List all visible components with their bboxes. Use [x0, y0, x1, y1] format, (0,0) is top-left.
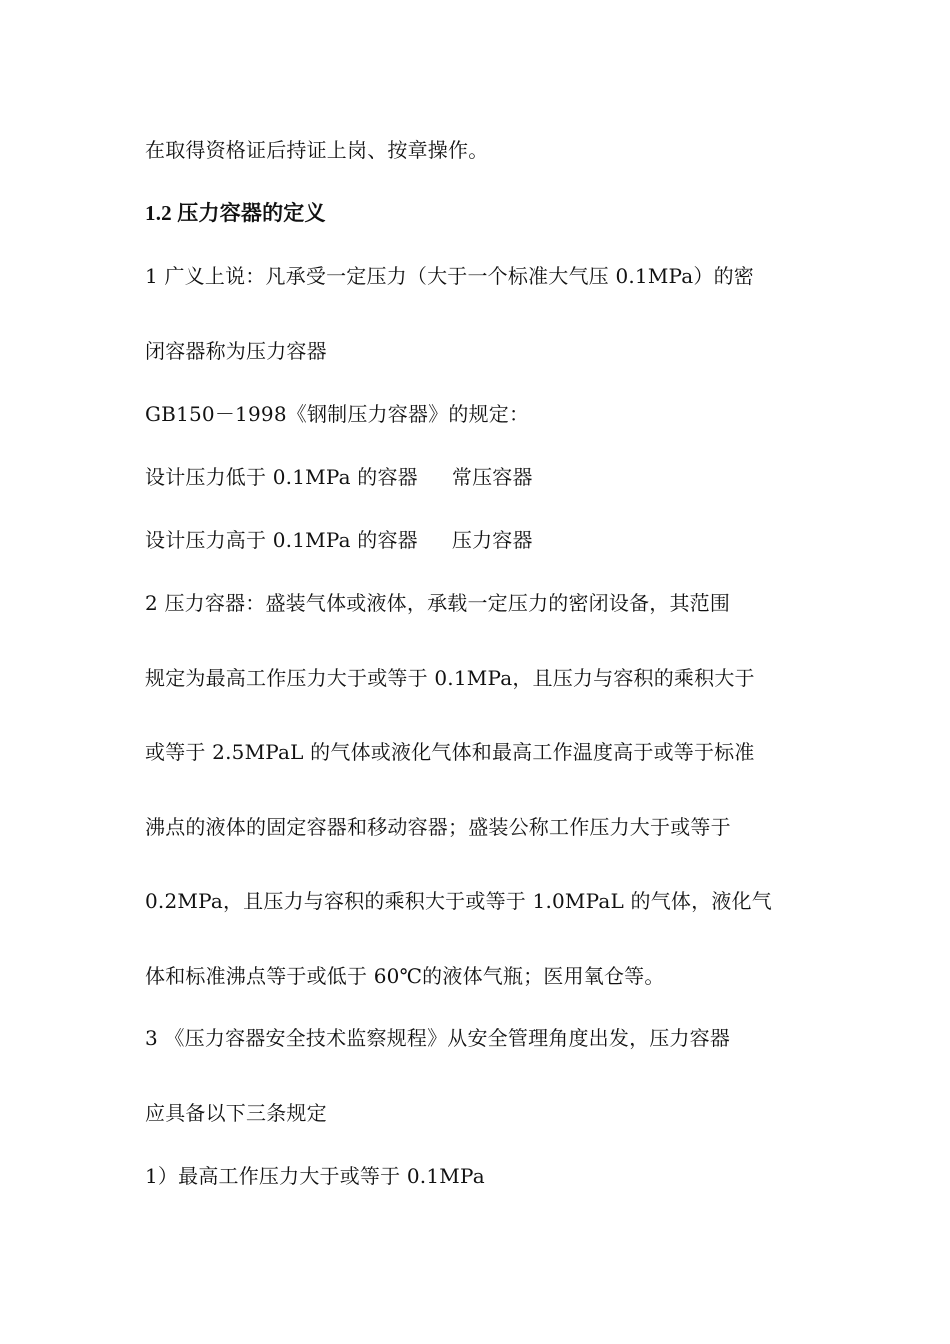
paragraph-line: 1 广义上说：凡承受一定压力（大于一个标准大气压 0.1MPa）的密 — [145, 264, 755, 288]
paragraph-line: 3 《压力容器安全技术监察规程》从安全管理角度出发，压力容器 — [145, 1026, 731, 1050]
rule-result: 压力容器 — [451, 528, 533, 552]
paragraph-line: 闭容器称为压力容器 — [145, 339, 327, 363]
rule-row — [145, 526, 825, 554]
rule-condition: 设计压力高于 0.1MPa 的容器 — [145, 528, 418, 552]
rule-condition: 设计压力低于 0.1MPa 的容器 — [145, 465, 418, 489]
standard-reference: GB150－1998《钢制压力容器》的规定： — [145, 402, 530, 426]
paragraph-line: 2 压力容器：盛装气体或液体，承载一定压力的密闭设备，其范围 — [145, 591, 731, 615]
list-item: 1）最高工作压力大于或等于 0.1MPa — [145, 1164, 485, 1188]
section-heading: 1.2 压力容器的定义 — [145, 201, 326, 225]
paragraph-line: 或等于 2.5MPaL 的气体或液化气体和最高工作温度高于或等于标准 — [145, 740, 755, 764]
paragraph-line: 体和标准沸点等于或低于 60℃的液体气瓶；医用氧仓等。 — [145, 964, 665, 988]
paragraph-line: 在取得资格证后持证上岗、按章操作。 — [145, 138, 489, 162]
rule-result: 常压容器 — [451, 465, 533, 489]
paragraph-line: 应具备以下三条规定 — [145, 1101, 327, 1125]
paragraph-line: 规定为最高工作压力大于或等于 0.1MPa，且压力与容积的乘积大于 — [145, 666, 755, 690]
rule-row — [145, 463, 825, 491]
paragraph-line: 0.2MPa，且压力与容积的乘积大于或等于 1.0MPaL 的气体，液化气 — [145, 889, 772, 913]
paragraph-line: 沸点的液体的固定容器和移动容器；盛装公称工作压力大于或等于 — [145, 815, 731, 839]
